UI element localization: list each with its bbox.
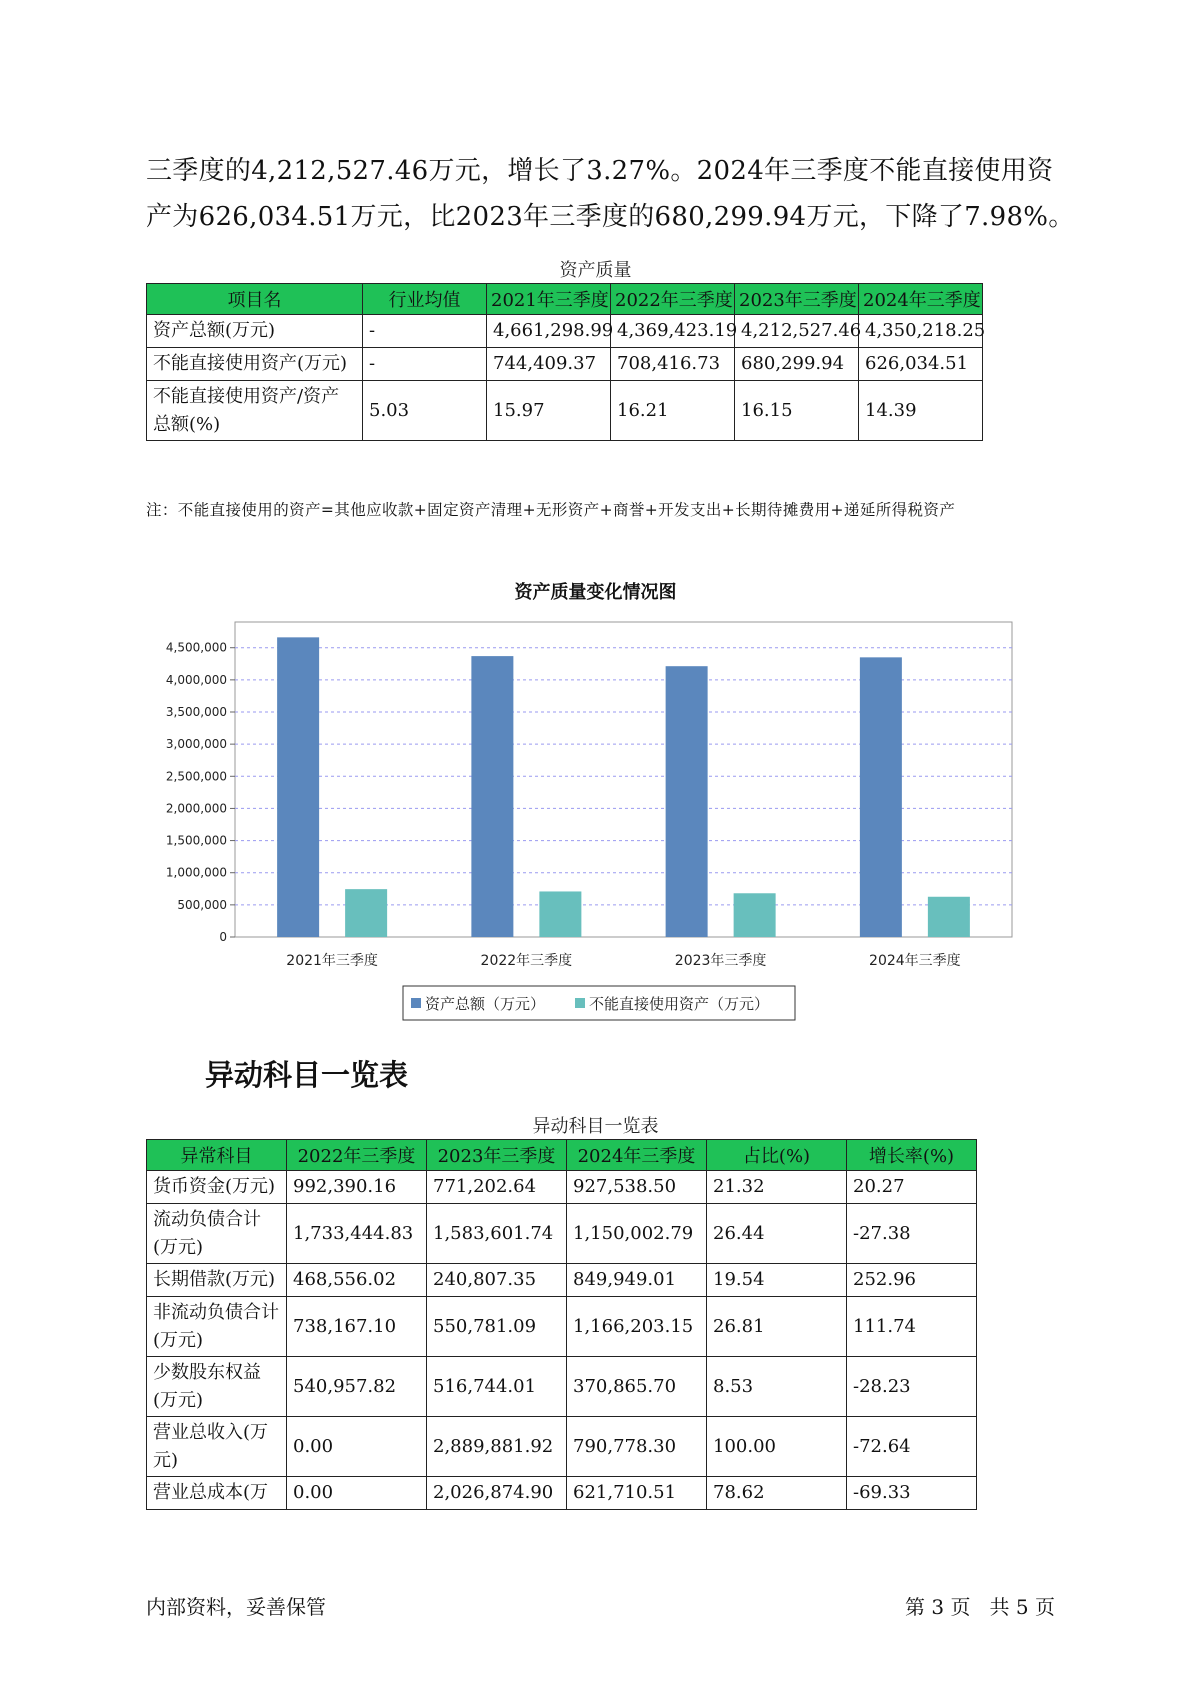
table-cell: 21.32 <box>707 1171 847 1204</box>
table-cell: -72.64 <box>847 1417 977 1477</box>
y-tick-label: 1,000,000 <box>165 865 227 880</box>
row-label: 资产总额(万元) <box>147 315 363 348</box>
legend-swatch <box>411 998 421 1008</box>
table-row <box>147 1357 977 1417</box>
table-row <box>147 1417 977 1477</box>
x-tick-label: 2021年三季度 <box>286 953 378 969</box>
table-cell: 540,957.82 <box>287 1357 427 1417</box>
table-cell: -28.23 <box>847 1357 977 1417</box>
table-cell: 621,710.51 <box>567 1477 707 1510</box>
table-cell: 468,556.02 <box>287 1264 427 1297</box>
table-cell: 4,369,423.19 <box>611 315 735 348</box>
table-cell: -27.38 <box>847 1204 977 1264</box>
row-label: 长期借款(万元) <box>147 1264 287 1297</box>
header-cell: 2024年三季度 <box>859 284 983 315</box>
header-cell: 2022年三季度 <box>611 284 735 315</box>
table-cell: 680,299.94 <box>735 348 859 381</box>
row-label: 不能直接使用资产(万元) <box>147 348 363 381</box>
table-cell: 771,202.64 <box>427 1171 567 1204</box>
bar <box>666 666 708 937</box>
y-tick-label: 2,000,000 <box>165 801 227 816</box>
table-cell: 708,416.73 <box>611 348 735 381</box>
header-cell: 2023年三季度 <box>735 284 859 315</box>
y-tick-label: 1,500,000 <box>165 833 227 848</box>
table-cell: 4,212,527.46 <box>735 315 859 348</box>
x-tick-label: 2024年三季度 <box>869 953 961 969</box>
row-label: 少数股东权益(万元) <box>147 1357 287 1417</box>
table-cell: 14.39 <box>859 381 983 441</box>
table-cell: 992,390.16 <box>287 1171 427 1204</box>
table-row <box>147 1204 977 1264</box>
chart-title: 资产质量变化情况图 <box>514 582 677 603</box>
table-cell: 0.00 <box>287 1477 427 1510</box>
abnormal-items-table <box>146 1139 977 1510</box>
bar <box>539 891 581 937</box>
table-cell: 20.27 <box>847 1171 977 1204</box>
table-cell: 1,733,444.83 <box>287 1204 427 1264</box>
footer-confidential: 内部资料，妥善保管 <box>146 1595 326 1619</box>
header-cell: 行业均值 <box>363 284 487 315</box>
table-cell: 15.97 <box>487 381 611 441</box>
table-cell: 111.74 <box>847 1297 977 1357</box>
table-cell: - <box>363 315 487 348</box>
row-label: 流动负债合计(万元) <box>147 1204 287 1264</box>
x-tick-label: 2023年三季度 <box>674 953 767 969</box>
table-cell: 790,778.30 <box>567 1417 707 1477</box>
table-cell: 626,034.51 <box>859 348 983 381</box>
table-cell: 4,350,218.25 <box>859 315 983 348</box>
table-cell: 2,889,881.92 <box>427 1417 567 1477</box>
table-cell: 849,949.01 <box>567 1264 707 1297</box>
row-label: 营业总成本(万 <box>147 1477 287 1510</box>
table-cell: 744,409.37 <box>487 348 611 381</box>
table-cell: 370,865.70 <box>567 1357 707 1417</box>
table-cell: 26.81 <box>707 1297 847 1357</box>
row-label: 营业总收入(万元) <box>147 1417 287 1477</box>
y-tick-label: 2,500,000 <box>165 769 227 784</box>
y-tick-label: 500,000 <box>177 897 227 912</box>
y-tick-label: 4,000,000 <box>165 672 227 687</box>
table-cell: 16.15 <box>735 381 859 441</box>
table-cell: 516,744.01 <box>427 1357 567 1417</box>
y-tick-label: 3,000,000 <box>165 737 227 752</box>
y-tick-label: 0 <box>219 930 227 944</box>
table-cell: 16.21 <box>611 381 735 441</box>
legend-swatch <box>575 998 585 1008</box>
table-cell: -69.33 <box>847 1477 977 1510</box>
table-cell: 1,166,203.15 <box>567 1297 707 1357</box>
table-cell: 927,538.50 <box>567 1171 707 1204</box>
table-cell: 2,026,874.90 <box>427 1477 567 1510</box>
header-cell: 占比(%) <box>707 1140 847 1171</box>
bar <box>471 656 513 937</box>
asset-table-caption: 资产质量 <box>559 260 632 281</box>
table-header-row <box>147 1140 977 1171</box>
table-cell: 26.44 <box>707 1204 847 1264</box>
table-cell: 240,807.35 <box>427 1264 567 1297</box>
table-cell: 4,661,298.99 <box>487 315 611 348</box>
header-cell: 2023年三季度 <box>427 1140 567 1171</box>
legend-label: 不能直接使用资产（万元） <box>589 995 770 1013</box>
table-cell: 78.62 <box>707 1477 847 1510</box>
bar <box>734 893 776 937</box>
table-cell: 550,781.09 <box>427 1297 567 1357</box>
x-tick-label: 2022年三季度 <box>480 953 573 969</box>
table-cell: 19.54 <box>707 1264 847 1297</box>
bar <box>860 657 902 937</box>
table-cell: 738,167.10 <box>287 1297 427 1357</box>
paragraph-line-2: 产为626,034.51万元，比2023年三季度的680,299.94万元，下降了7.98%。 <box>146 202 1075 232</box>
header-cell: 增长率(%) <box>847 1140 977 1171</box>
change-table-caption: 异动科目一览表 <box>532 1116 659 1137</box>
table-cell: 100.00 <box>707 1417 847 1477</box>
bar <box>345 889 387 937</box>
header-cell: 异常科目 <box>147 1140 287 1171</box>
legend-label: 资产总额（万元） <box>425 995 546 1013</box>
y-tick-label: 3,500,000 <box>165 705 227 719</box>
row-label: 非流动负债合计(万元) <box>147 1297 287 1357</box>
table-cell: 1,150,002.79 <box>567 1204 707 1264</box>
paragraph-line-1: 三季度的4,212,527.46万元，增长了3.27%。2024年三季度不能直接使用资 <box>146 156 1054 186</box>
table-row <box>147 1264 977 1297</box>
table-cell: - <box>363 348 487 381</box>
table-cell: 5.03 <box>363 381 487 441</box>
table-cell: 1,583,601.74 <box>427 1204 567 1264</box>
header-cell: 2024年三季度 <box>567 1140 707 1171</box>
y-tick-label: 4,500,000 <box>165 640 227 655</box>
bar <box>928 897 970 937</box>
footer-page-number: 第 3 页 共 5 页 <box>905 1595 1055 1619</box>
header-cell: 2021年三季度 <box>487 284 611 315</box>
header-cell: 2022年三季度 <box>287 1140 427 1171</box>
table-row <box>147 1171 977 1204</box>
table-cell: 8.53 <box>707 1357 847 1417</box>
bar <box>277 637 319 937</box>
footnote: 注：不能直接使用的资产=其他应收款+固定资产清理+无形资产+商誉+开发支出+长期待摊费用+递延所得税资产 <box>146 501 956 519</box>
row-label: 货币资金(万元) <box>147 1171 287 1204</box>
header-cell: 项目名 <box>147 284 363 315</box>
row-label: 不能直接使用资产/资产总额(%) <box>147 381 363 441</box>
table-cell: 252.96 <box>847 1264 977 1297</box>
table-row <box>147 1477 977 1510</box>
table-cell: 0.00 <box>287 1417 427 1477</box>
table-row <box>147 1297 977 1357</box>
section-heading: 异动科目一览表 <box>205 1058 409 1092</box>
